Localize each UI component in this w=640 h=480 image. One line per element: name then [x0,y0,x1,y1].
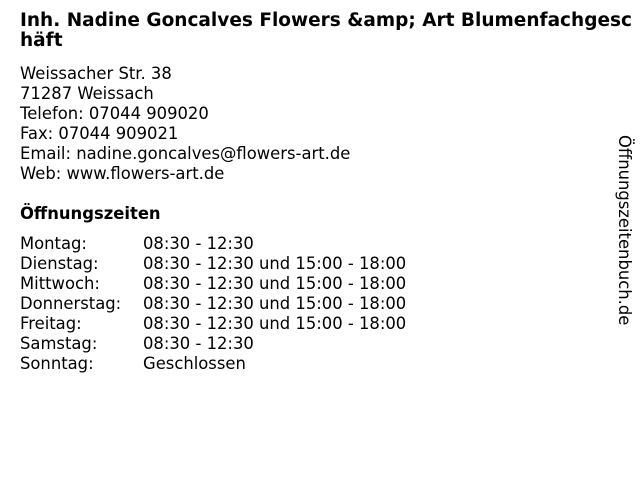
fax-number: Fax: 07044 909021 [20,124,179,143]
time-value: 08:30 - 12:30 und 15:00 - 18:00 [143,314,407,333]
day-label: Donnerstag: [20,294,122,313]
contact-block [20,64,350,184]
website: Web: www.flowers-art.de [20,164,225,183]
hours-row-saturday [20,334,406,354]
time-value: 08:30 - 12:30 [143,334,254,353]
time-value: 08:30 - 12:30 und 15:00 - 18:00 [143,294,407,313]
site-credit: Öffnungszeitenbuch.de [615,135,634,326]
hours-row-thursday [20,294,406,314]
time-value: 08:30 - 12:30 [143,234,254,253]
street-address: Weissacher Str. 38 [20,64,172,83]
phone-number: Telefon: 07044 909020 [20,104,209,123]
hours-row-sunday [20,354,406,374]
day-label: Dienstag: [20,254,99,273]
city-postcode: 71287 Weissach [20,84,154,103]
hours-row-wednesday [20,274,406,294]
day-label: Montag: [20,234,87,253]
hours-row-friday [20,314,406,334]
hours-heading: Öffnungszeiten [20,204,161,223]
day-label: Mittwoch: [20,274,100,293]
time-value: 08:30 - 12:30 und 15:00 - 18:00 [143,254,407,273]
time-value: 08:30 - 12:30 und 15:00 - 18:00 [143,274,407,293]
day-label: Samstag: [20,334,98,353]
business-name: Inh. Nadine Goncalves Flowers &amp; Art Blumenfachgeschäft [20,10,632,51]
hours-row-tuesday [20,254,406,274]
day-label: Freitag: [20,314,82,333]
hours-row-monday [20,234,406,254]
email-address: Email: nadine.goncalves@flowers-art.de [20,144,351,163]
time-value: Geschlossen [143,354,246,373]
hours-table [20,234,406,374]
day-label: Sonntag: [20,354,94,373]
